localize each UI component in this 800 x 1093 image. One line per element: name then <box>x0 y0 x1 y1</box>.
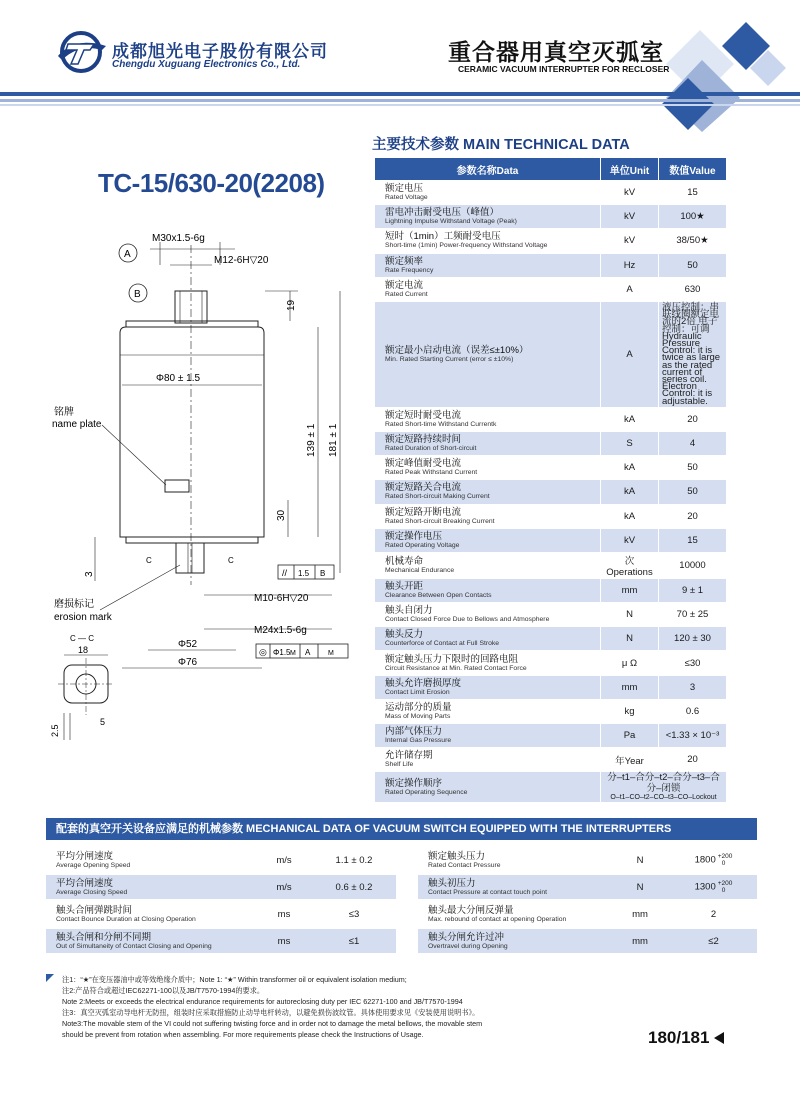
unit-cell: mm <box>601 675 659 699</box>
mech-unit-cell: m/s <box>256 875 312 899</box>
param-cell <box>375 253 601 277</box>
param-cell <box>375 181 601 205</box>
param-cell <box>375 277 601 301</box>
footnote-line: Note 2:Meets or exceeds the electrical endurance requirements for autoreclosing duty per IEC 62271-100 and JB/T7570-1994 <box>62 997 463 1006</box>
mech-row <box>418 929 757 953</box>
mech-param-en: Overtravel during Opening <box>428 942 508 950</box>
param-name-cn: 触头反力 <box>385 629 424 641</box>
unit-cell: kg <box>601 699 659 723</box>
param-cell <box>375 301 601 407</box>
unit-cell: kV <box>601 528 659 552</box>
param-cell <box>375 552 601 578</box>
header-stripe-blue <box>0 92 800 96</box>
mechanical-table-right <box>418 845 757 956</box>
tolerance-upper: +200 <box>717 853 733 860</box>
param-name-cn: 雷电冲击耐受电压（峰值） <box>385 207 500 219</box>
thread-bottom-label: M10-6H▽20 <box>254 593 309 604</box>
value-cell: 70 ± 25 <box>659 603 727 627</box>
tolerance-upper: +200 <box>717 880 733 887</box>
param-name-cn: 允许储存期 <box>385 750 433 762</box>
unit-cell: Hz <box>601 253 659 277</box>
mech-value-cell <box>670 902 757 926</box>
value-cell: <1.33 × 10⁻³ <box>659 724 727 748</box>
param-name-cn: 机械寿命 <box>385 555 424 567</box>
mech-param-en: Average Closing Speed <box>56 888 128 896</box>
nameplate-en: name plate <box>52 419 102 430</box>
mechanical-data-title: 配套的真空开关设备应满足的机械参数 MECHANICAL DATA OF VACUUM SWITCH EQUIPPED WITH THE INTERRUPTERS <box>46 818 757 840</box>
mech-param-cell <box>418 848 610 872</box>
page-number-text: 180/181 <box>648 1028 710 1047</box>
mech-param-cn: 触头合闸和分闸不同期 <box>56 931 152 943</box>
mech-param-en: Out of Simultaneity of Contact Closing and Opening <box>56 942 212 950</box>
param-name-en: Mechanical Endurance <box>385 566 455 574</box>
mech-param-cn: 平均合闸速度 <box>56 877 114 889</box>
mech-param-cn: 触头初压力 <box>428 877 476 889</box>
param-cell <box>375 772 601 803</box>
header-stripe-pale <box>0 104 800 106</box>
table-row <box>375 205 727 229</box>
mech-param-cell <box>46 875 256 899</box>
param-cell <box>375 748 601 772</box>
param-name-cn: 触头自闭力 <box>385 605 433 617</box>
notes-marker-icon <box>46 974 54 982</box>
unit-cell: mm <box>601 578 659 602</box>
footnotes <box>62 974 702 1040</box>
param-name-en: Clearance Between Open Contacts <box>385 592 492 599</box>
mech-row <box>46 875 396 899</box>
unit-cell: Pa <box>601 724 659 748</box>
dim-2-5: 2.5 <box>50 724 60 737</box>
param-cell <box>375 724 601 748</box>
param-cell <box>375 603 601 627</box>
table-row <box>375 253 727 277</box>
mech-value-cell <box>670 929 757 953</box>
mech-row <box>418 848 757 872</box>
table-row <box>375 578 727 602</box>
value-cell: 液压控制：串联线圈额定电流的2倍 电子控制：可调 Hydraulic Pressure Control: it is twice as large as the rated current of series coil. Electron Control: it is adjustable. <box>659 301 727 407</box>
table-row <box>375 651 727 675</box>
mech-param-cn: 触头合闸弹跳时间 <box>56 904 133 916</box>
param-cell <box>375 699 601 723</box>
erosion-mark-cn: 磨损标记 <box>54 599 94 610</box>
footnote-line: 注1：“★”在变压器油中或等效绝缘介质中；Note 1: “★” Within transformer oil or equivalent isolation medium; <box>62 975 407 984</box>
mech-tolerance <box>718 853 733 867</box>
mech-row <box>46 848 396 872</box>
unit-cell: kV <box>601 181 659 205</box>
section-mark-c2: C <box>228 556 234 565</box>
mech-value: 0.6 ± 0.2 <box>335 881 373 893</box>
mech-row <box>418 875 757 899</box>
param-name-cn: 额定操作电压 <box>385 530 443 542</box>
unit-cell: kA <box>601 407 659 431</box>
table-row <box>375 699 727 723</box>
param-name-en: Rated Operating Voltage <box>385 541 460 549</box>
value-cell: 15 <box>659 528 727 552</box>
position-tol-m2: M <box>328 650 334 657</box>
mech-value-cell <box>312 929 396 953</box>
value-cell: 4 <box>659 431 727 455</box>
param-name-cn: 额定短路持续时间 <box>385 434 462 446</box>
table-row <box>375 627 727 651</box>
value-cell: 50 <box>659 480 727 504</box>
param-name-cn: 短时（1min）工频耐受电压 <box>385 231 501 243</box>
table-row <box>375 431 727 455</box>
triangle-left-icon <box>714 1032 724 1044</box>
param-name-en: Rated Duration of Short-circuit <box>385 445 477 453</box>
sequence-cn: 分–t1–合分–t2–合分–t3–合分–闭锁 <box>607 772 720 795</box>
company-logo <box>54 30 108 74</box>
param-name-en: Contact Closed Force Due to Bellows and Atmosphere <box>385 616 550 624</box>
mech-value-cell <box>670 875 757 899</box>
param-name-cn: 额定电流 <box>385 279 424 291</box>
table-row <box>375 675 727 699</box>
unit-cell: kV <box>601 205 659 229</box>
param-cell <box>375 480 601 504</box>
mech-value-cell <box>312 902 396 926</box>
dim-phi76: Φ76 <box>178 657 198 668</box>
param-name-cn: 触头允许磨损厚度 <box>385 677 462 689</box>
dim-phi52: Φ52 <box>178 639 198 650</box>
param-cell <box>375 407 601 431</box>
unit-cell: 年Year <box>601 748 659 772</box>
value-cell: 0.6 <box>659 699 727 723</box>
dim-18: 18 <box>78 645 89 655</box>
param-name-cn: 运动部分的质量 <box>385 701 452 713</box>
param-name-en: Rate Frequency <box>385 266 434 274</box>
mech-row <box>46 902 396 926</box>
mech-value: 1300 <box>694 881 716 893</box>
value-cell: ≤30 <box>659 651 727 675</box>
section-mark-c1: C <box>146 556 152 565</box>
position-tol-a: A <box>305 648 311 657</box>
main-technical-data-title <box>372 133 630 154</box>
param-name-en: Lightning Impulse Withstand Voltage (Peak) <box>385 218 517 226</box>
mech-unit-cell: ms <box>256 929 312 953</box>
mech-param-en: Average Opening Speed <box>56 861 131 869</box>
param-cell <box>375 578 601 602</box>
table-row <box>375 603 727 627</box>
param-name-cn: 额定操作顺序 <box>385 777 443 789</box>
mech-row <box>418 902 757 926</box>
dim-phi80: Φ80 ± 1.5 <box>156 373 201 384</box>
dim-30: 30 <box>276 509 287 521</box>
param-name-en: Rated Operating Sequence <box>385 788 468 796</box>
mech-unit-cell: N <box>636 854 644 866</box>
footnote-line: 注3：真空灭弧室动导电杆无防扭，组装时应采取措施防止动导电杆转动，以避免损伤波纹管。具体使用要求见《安装使用说明书》。 <box>62 1008 480 1017</box>
dim-19: 19 <box>286 299 297 311</box>
parallel-tol-value: 1.5 <box>298 569 310 578</box>
dim-139: 139 ± 1 <box>306 423 317 457</box>
mech-unit-cell: N <box>610 875 670 899</box>
footnote-line: Note3:The movable stem of the VI could not suffering twisting force and in order not to damage the metal bellows, the movable stem <box>62 1019 483 1028</box>
product-title-en: CERAMIC VACUUM INTERRUPTER FOR RECLOSER <box>458 64 670 74</box>
param-name-cn: 内部气体压力 <box>385 726 443 738</box>
table-row <box>375 229 727 253</box>
param-name-cn: 额定电压 <box>385 183 424 195</box>
unit-cell: N <box>601 603 659 627</box>
table-row-sequence <box>375 772 727 803</box>
mech-value: 1.1 ± 0.2 <box>335 854 373 866</box>
table-row <box>375 504 727 528</box>
datum-a: A <box>124 249 131 260</box>
mech-param-cell <box>46 848 256 872</box>
param-cell <box>375 651 601 675</box>
value-cell: 3 <box>659 675 727 699</box>
param-cell <box>375 528 601 552</box>
param-name-en: Shelf Life <box>385 761 414 769</box>
param-name-cn: 额定频率 <box>385 255 424 267</box>
unit-cell: S <box>601 431 659 455</box>
decorative-diamonds <box>636 20 800 132</box>
header-stripe-light <box>0 99 800 102</box>
model-number: TC-15/630-20(2208) <box>98 168 325 198</box>
param-name-en: Rated Voltage <box>385 194 428 202</box>
param-name-cn: 额定最小启动电流（误差≤±10%） <box>385 344 529 356</box>
page-number <box>648 1028 724 1048</box>
table-row <box>375 181 727 205</box>
param-cell <box>375 675 601 699</box>
main-title-cn: 主要技术参数 <box>372 137 459 153</box>
table-row <box>375 407 727 431</box>
dim-5: 5 <box>100 717 106 727</box>
unit-cell: kA <box>601 504 659 528</box>
mech-value-cell <box>312 875 396 899</box>
mech-param-en: Contact Pressure at contact touch point <box>428 888 548 896</box>
dim-3: 3 <box>84 571 95 577</box>
param-name-en: Short-time (1min) Power-frequency Withstand Voltage <box>385 242 548 250</box>
position-tol-value: Φ1.5 <box>273 648 291 657</box>
value-cell: 50 <box>659 456 727 480</box>
unit-cell: N <box>601 627 659 651</box>
thread-top-label: M30x1.5-6g <box>152 233 205 244</box>
param-cell <box>375 456 601 480</box>
mech-unit-cell: mm <box>632 908 648 920</box>
mech-param-cell <box>418 875 610 899</box>
unit-cell: 次 Operations <box>601 552 659 578</box>
param-cell <box>375 504 601 528</box>
table-row <box>375 277 727 301</box>
table-row <box>375 724 727 748</box>
param-name-en: Circuit Resistance at Min. Rated Contact Force <box>385 664 527 672</box>
datum-b: B <box>134 289 141 300</box>
tolerance-lower: 0 <box>721 887 726 894</box>
parallel-tol-datum: B <box>320 569 326 578</box>
unit-cell: A <box>601 277 659 301</box>
param-name-en: Internal Gas Pressure <box>385 737 452 745</box>
param-name-en: Mass of Moving Parts <box>385 712 451 720</box>
mech-param-cell <box>418 902 610 926</box>
param-name-en: Rated Short-time Withstand Currentk <box>385 420 497 428</box>
mech-value: 2 <box>710 908 717 920</box>
mech-param-cell <box>418 929 610 953</box>
mech-value-cell <box>312 848 396 872</box>
mech-value: ≤2 <box>708 935 719 947</box>
mech-unit-cell: m/s <box>276 854 292 866</box>
unit-cell: kA <box>601 480 659 504</box>
param-cell <box>375 627 601 651</box>
parallel-tol-symbol: // <box>282 568 288 578</box>
mech-value: 1800 <box>694 854 716 866</box>
mech-param-cn: 平均分闸速度 <box>56 850 114 862</box>
mech-value-cell <box>670 848 757 872</box>
mech-param-cn: 触头最大分闸反弹量 <box>428 904 514 916</box>
mech-param-en: Rated Contact Pressure <box>428 861 501 869</box>
param-name-en: Contact Limit Erosion <box>385 688 450 696</box>
dim-181: 181 ± 1 <box>328 423 339 457</box>
value-cell: 38/50★ <box>659 229 727 253</box>
section-view-label: C — C <box>70 634 94 643</box>
value-cell: 50 <box>659 253 727 277</box>
value-cell: 10000 <box>659 552 727 578</box>
value-cell: 20 <box>659 748 727 772</box>
mech-tolerance <box>718 880 733 894</box>
mech-param-en: Max. rebound of contact at opening Operation <box>428 915 567 923</box>
technical-drawing <box>40 225 370 745</box>
param-name-cn: 额定短路开断电流 <box>385 506 462 518</box>
param-name-cn: 额定峰值耐受电流 <box>385 458 462 470</box>
position-tol-m: M <box>290 650 296 657</box>
footnote-line: should be prevent from rotation when assembling. For more requirements please check the Instructions of Usage. <box>62 1030 424 1039</box>
param-name-en: Min. Rated Starting Current (error ≤ ±10%) <box>385 355 514 363</box>
param-name-cn: 触头开距 <box>385 581 424 592</box>
param-name-cn: 额定短路关合电流 <box>385 482 462 494</box>
mech-param-cn: 额定触头压力 <box>428 850 486 862</box>
value-cell: 630 <box>659 277 727 301</box>
table-row <box>375 301 727 407</box>
company-name-en: Chengdu Xuguang Electronics Co., Ltd. <box>112 59 301 70</box>
unit-cell: kV <box>601 229 659 253</box>
value-cell: 20 <box>659 407 727 431</box>
mech-row <box>46 929 396 953</box>
table-row <box>375 480 727 504</box>
param-cell <box>375 229 601 253</box>
header-data: 参数名称Data <box>375 158 601 181</box>
param-name-en: Counterforce of Contact at Full Stroke <box>385 640 500 648</box>
mech-unit-cell: ms <box>277 908 291 920</box>
mechanical-table-left <box>46 845 396 956</box>
erosion-mark-en: erosion mark <box>54 612 112 623</box>
unit-cell: μ Ω <box>601 651 659 675</box>
sequence-en: O–t1–CO–t2–CO–t3–CO–Lockout <box>610 794 717 802</box>
param-name-en: Rated Peak Withstand Current <box>385 469 478 477</box>
value-cell: 15 <box>659 181 727 205</box>
mech-param-cell <box>46 902 256 926</box>
param-name-cn: 额定短时耐受电流 <box>385 409 462 421</box>
mech-value: ≤1 <box>348 935 360 947</box>
header-value: 数值Value <box>659 158 727 181</box>
header-unit: 单位Unit <box>601 158 659 181</box>
table-row <box>375 552 727 578</box>
sequence-value-cell <box>601 772 727 803</box>
mech-value: ≤3 <box>348 908 360 920</box>
mech-unit-cell: mm <box>610 929 670 953</box>
table-row <box>375 456 727 480</box>
mech-param-cn: 触头分闸允许过冲 <box>428 931 505 943</box>
table-row <box>375 748 727 772</box>
company-name-cn: 成都旭光电子股份有限公司 <box>112 42 328 61</box>
param-name-en: Rated Short-circuit Making Current <box>385 493 490 501</box>
nameplate-cn: 铭牌 <box>54 407 74 418</box>
param-cell <box>375 431 601 455</box>
technical-data-table <box>374 157 727 803</box>
param-name-en: Rated Current <box>385 290 428 298</box>
value-cell: 9 ± 1 <box>659 578 727 602</box>
table-row <box>375 528 727 552</box>
value-cell: 120 ± 30 <box>659 627 727 651</box>
value-cell: 100★ <box>659 205 727 229</box>
thread-bottom2-label: M24x1.5-6g <box>254 625 307 636</box>
param-name-cn: 额定触头压力下限时的回路电阻 <box>385 653 519 665</box>
tolerance-lower: 0 <box>721 860 726 867</box>
main-title-en: MAIN TECHNICAL DATA <box>463 137 630 153</box>
product-title-cn: 重合器用真空灭弧室 <box>448 39 664 65</box>
mech-param-cell <box>46 929 256 953</box>
footnote-line: 注2:产品符合或超过IEC62271-100以及JB/T7570-1994的要求。 <box>62 986 265 995</box>
unit-cell: A <box>601 301 659 407</box>
mech-param-en: Contact Bounce Duration at Closing Operation <box>56 915 196 923</box>
position-tol-symbol: ◎ <box>259 647 267 657</box>
param-name-en: Rated Short-circuit Breaking Current <box>385 517 495 525</box>
param-cell <box>375 205 601 229</box>
unit-cell: kA <box>601 456 659 480</box>
value-cell: 20 <box>659 504 727 528</box>
thread-inner-label: M12-6H▽20 <box>214 255 269 266</box>
